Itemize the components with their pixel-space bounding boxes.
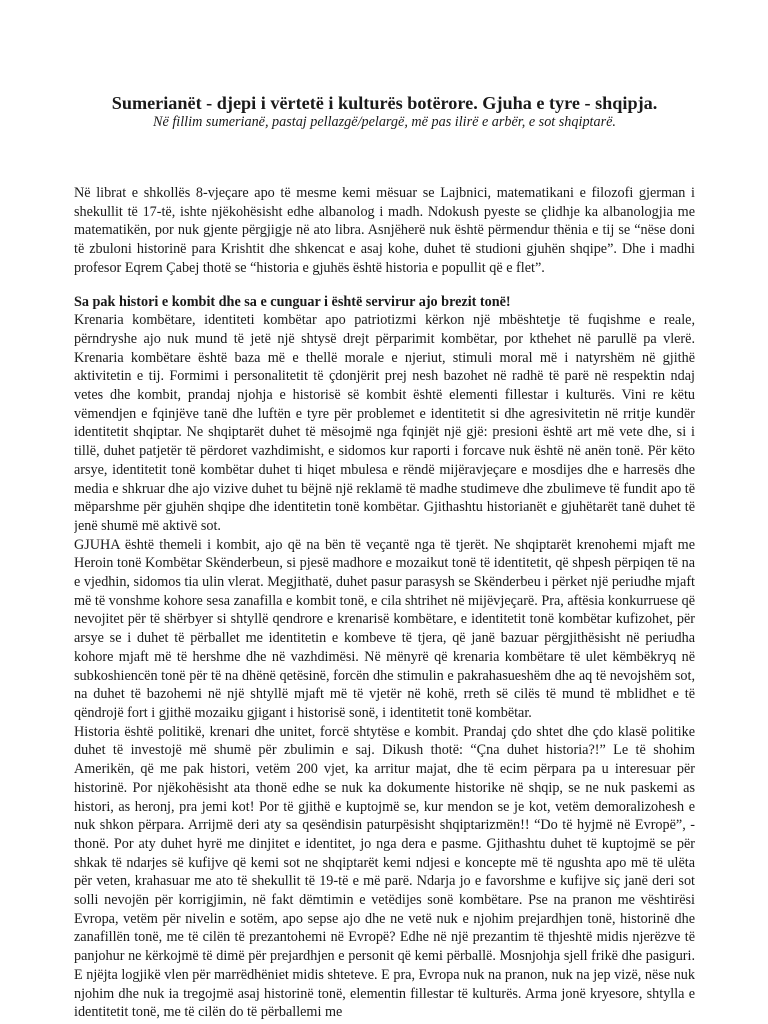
document-page: [74, 0, 695, 1024]
document-subtitle: Në fillim sumerianë, pastaj pellazgë/pelargë, më pas ilirë e arbër, e sot shqiptarë.: [153, 114, 616, 130]
body-paragraph: GJUHA është themeli i kombit, ajo që na bën të veçantë nga të tjerët. Ne shqiptarët krenohemi mjaft me Heroin tonë Kombëtar Skënderbeun, si pjesë madhore e mozaikut tonë të identitetit, që shpesh përpiqen të na e vjedhin, sidomos tia ulin vlerat. Megjithatë, duhet pasur parasysh se Skënderbeu i përket një periudhe mjaft më të vonshme kohore sesa zanafilla e kombit tonë, e cila shtrihet në mijëvjeçarë. Pra, aftësia konkurruese që nevojitet për të shërbyer si shtyllë qendrore e krenarisë kombëtare, e identitetit tonë kombëtar kufizohet, për arsye se i duhet të përballet me identitetin e kombeve të tjera, që janë bazuar përgjithësisht në periudha kohore mjaft më të hershme dhe në vazhdimësi. Në mënyrë që krenaria kombëtare të ulet këmbëkryq në subkoshiencën tonë për të na dhënë qetësinë, forcën dhe stimulin e pakrahasueshëm dhe aq të nevojshëm sot, na duhet të bazohemi në një shtyllë mjaft më të vjetër në kohë, rreth së cilës të mund të mblidhet e të qëndrojë fort i gjithë mozaiku gjigant i historisë sonë, i identitetit tonë kombëtar.: [74, 536, 695, 721]
document-title: Sumerianët - djepi i vërtetë i kulturës botërore. Gjuha e tyre - shqipja.: [111, 93, 658, 113]
body-paragraph: Krenaria kombëtare, identiteti kombëtar apo patriotizmi kërkon një mbështetje të fuqishme e reale, përndryshe ajo nuk mund të jetë një shtysë drejt përparimit kombëtar, por kthehet në parullë pa vlerë. Krenaria kombëtare është baza më e thellë morale e njeriut, stimuli moral më i natyrshëm në gjithë aktivitetin e tij. Formimi i personalitetit të çdonjërit prej nesh bazohet në radhë të parë në respektin ndaj vetes dhe kombit, prandaj njohja e historisë së kombit është elementi fillestar i kulturës. Vini re këtu vëmendjen e fqinjëve tanë dhe luftën e tyre për problemet e identitetit si dhe agresivitetin në rritje kundër identitetit shqiptar. Ne shqiptarët duhet të mësojmë nga fqinjët një gjë: presioni është art më vete dhe, si i tillë, duhet patjetër të përdoret vazhdimisht, e sidomos kur raporti i forcave nuk është në anën tonë. Për këto arsye, identitetit tonë kombëtar duhet ti hiqet mbulesa e rëndë mijëravjeçare e mosdijes dhe e harresës dhe media e shkruar dhe ajo vizive duhet tu bëjnë një reklamë të madhe studimeve dhe zbulimeve të fundit apo të mëparshme për gjuhën shqipe dhe identitetin tonë kombëtar. Gjithashtu historianët e gjuhëtarët tanë duhet të jenë shumë më aktivë sot.: [74, 312, 695, 534]
section-heading: Sa pak histori e kombit dhe sa e cunguar i është servirur ajo brezit tonë!: [74, 293, 511, 310]
intro-paragraph: Në librat e shkollës 8-vjeçare apo të mesme kemi mësuar se Lajbnici, matematikani e filozofi gjerman i shekullit të 17-të, ishte njëkohësisht edhe albanolog i madh. Ndokush pyeste se çlidhje ka albanologjia me matematikën, por nuk gjente përgjigje në ato libra. Asnjëherë nuk është përmendur thënia e tij se “nëse doni të zbuloni historinë para Krishtit dhe shkencat e asaj kohe, duhet të studioni gjuhën shqipe”. Dhe i madhi profesor Eqrem Çabej thotë se “historia e gjuhës është historia e popullit që e flet”.: [74, 185, 695, 276]
body-paragraph: Historia është politikë, krenari dhe unitet, forcë shtytëse e kombit. Prandaj çdo shtet dhe çdo klasë politike duhet të investojë më shumë për zbulimin e saj. Dikush thotë: “Çna duhet historia?!” Le të shohim Amerikën, që me pak histori, vetëm 200 vjet, ka arritur majat, dhe të ecim përpara pa u interesuar për historinë. Por njëkohësisht ata thonë edhe se nuk ka dokumente historike në shqip, se ne nuk paskemi as histori, as heronj, pra jemi kot! Por të gjithë e kuptojmë se, kur mendon se je kot, vetëm demoralizohesh e nuk shkon përpara. Arrijmë deri aty sa qesëndisin paturpësisht shqiptarizmën!! “Do të hyjmë në Evropë”, - thonë. Por aty duhet hyrë me dinjitet e identitet, jo nga dera e pasme. Gjithashtu duhet të kuptojmë se për shkak të ndarjes së kufijve që kemi sot ne shqiptarët kemi ndjesi e koncepte më të ngushta apo më të ulëta për veten, krahasuar me ato të shekullit të 19-të e më parë. Ndarja jo e favorshme e kufijve siç janë deri sot solli nevojën për korrigjimin, në fakt dëmtimin e vetëdijes sonë kombëtare. Pse na pranon me vështirësi Evropa, vetëm për nivelin e sotëm, apo sepse ajo dhe ne vetë nuk e njohim prejardhjen tonë, historinë dhe zanafillën tonë, me të cilën të prezantohemi në Evropë? Edhe në një prezantim të thjeshtë midis njerëzve të panjohur ne kërkojmë të dimë për prejardhjen e personit që kemi përballë. Mosnjohja sjell frikë dhe pasiguri. E njëjta logjikë vlen për marrëdhëniet midis shteteve. E pra, Evropa nuk na pranon, nuk na jep vizë, nëse nuk njohim dhe nuk ia tregojmë asaj historinë tonë, elementin fillestar të kulturës. Arma jonë kryesore, shtylla e identitetit tonë, me të cilën do të përballemi me: [74, 723, 695, 1021]
